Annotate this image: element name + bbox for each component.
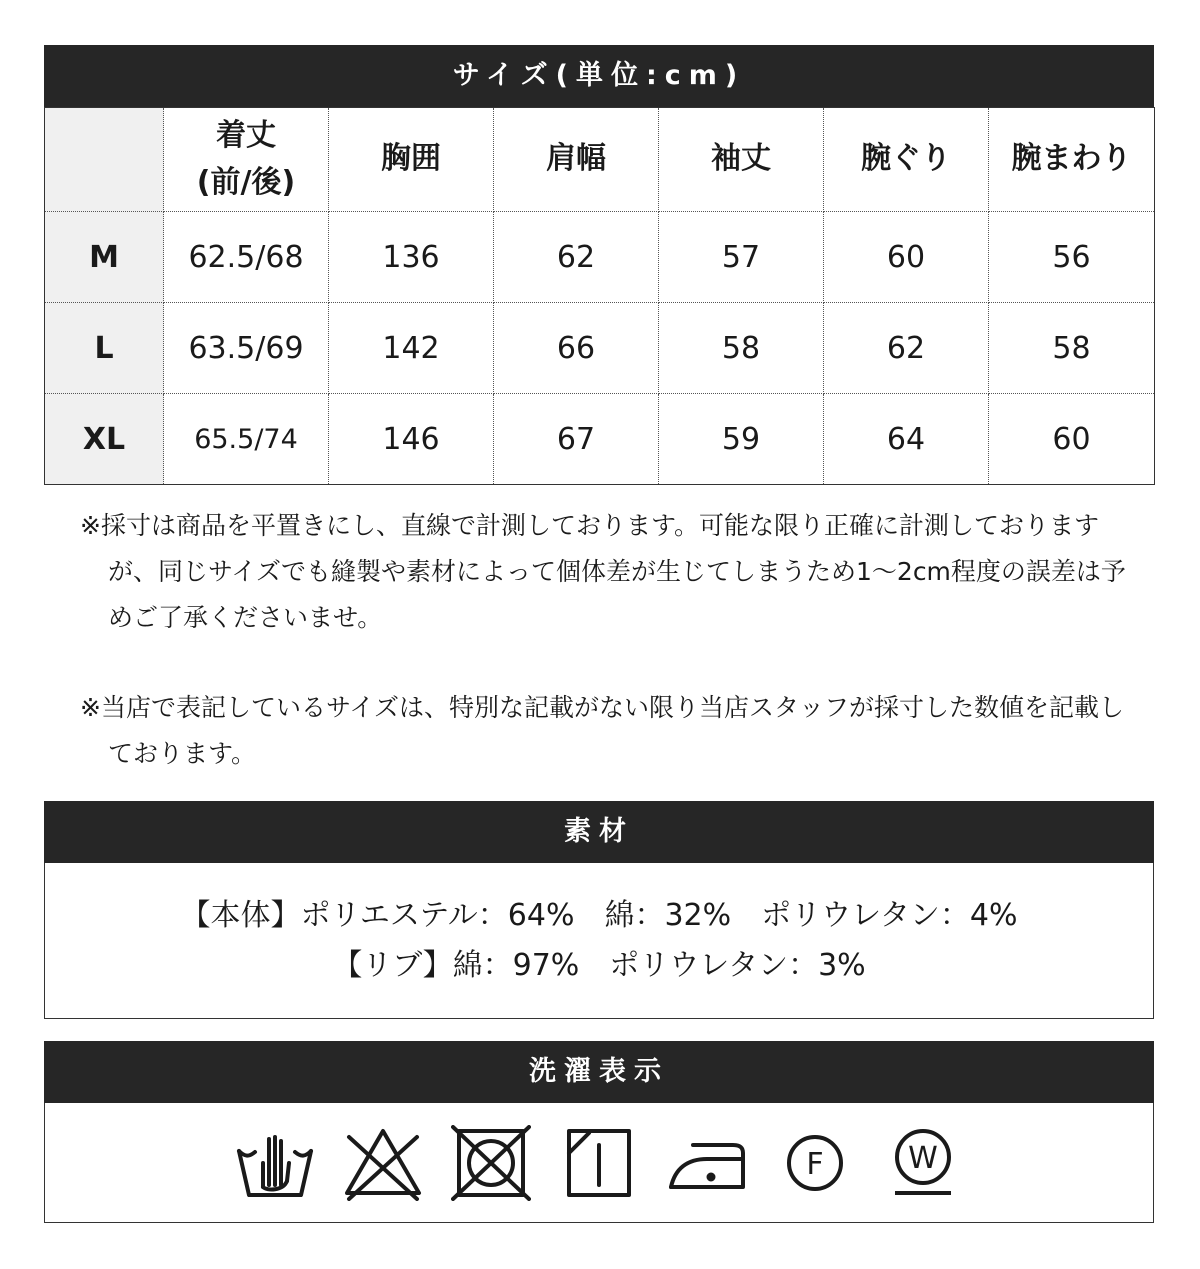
- header-chest: 胸囲: [329, 108, 494, 212]
- table-cell: 142: [329, 303, 494, 394]
- note-text-1: ※採寸は商品を平置きにし、直線で計測しております。可能な限り正確に計測しておりますが、同じサイズでも縫製や素材によって個体差が生じてしまうため1～2cm程度の誤差は予めご了承くださいませ。: [80, 511, 1126, 632]
- header-sleeve: 袖丈: [659, 108, 824, 212]
- table-cell: 62.5/68: [164, 212, 329, 303]
- size-label: M: [45, 212, 164, 303]
- table-cell: 67: [494, 394, 659, 485]
- table-cell: 56: [989, 212, 1155, 303]
- header-shoulder: 肩幅: [494, 108, 659, 212]
- wet-clean-letter: W: [908, 1140, 938, 1176]
- table-cell: 62: [824, 303, 989, 394]
- table-cell: 136: [329, 212, 494, 303]
- wash-title: 洗濯表示: [44, 1041, 1154, 1103]
- table-cell: 62: [494, 212, 659, 303]
- table-cell: 146: [329, 394, 494, 485]
- size-label: XL: [45, 394, 164, 485]
- material-section: [44, 801, 1154, 1019]
- table-cell: 60: [989, 394, 1155, 485]
- header-length: 着丈 (前/後): [164, 108, 329, 212]
- table-corner-cell: [45, 108, 164, 212]
- table-cell: 57: [659, 212, 824, 303]
- dry-clean-f-icon: [775, 1125, 855, 1201]
- no-bleach-icon: [343, 1125, 423, 1201]
- table-header-row: [45, 108, 1155, 212]
- wet-clean-w-icon: [883, 1125, 963, 1201]
- size-section: [44, 45, 1154, 485]
- table-row: [45, 303, 1155, 394]
- line-dry-shade-icon: [559, 1125, 639, 1201]
- no-tumble-dry-icon: [451, 1125, 531, 1201]
- table-cell: 65.5/74: [164, 394, 329, 485]
- wash-section: [44, 1041, 1154, 1223]
- size-title: サイズ(単位:cm): [44, 45, 1154, 107]
- note-text-2: ※当店で表記しているサイズは、特別な記載がない限り当店スタッフが採寸した数値を記載しております。: [80, 693, 1124, 768]
- material-body-line: 【本体】ポリエステル：64% 綿：32% ポリウレタン：4%: [180, 897, 1018, 933]
- table-cell: 64: [824, 394, 989, 485]
- table-row: [45, 394, 1155, 485]
- material-body: [44, 863, 1154, 1019]
- table-cell: 58: [989, 303, 1155, 394]
- table-cell: 66: [494, 303, 659, 394]
- table-row: [45, 212, 1155, 303]
- table-cell: 63.5/69: [164, 303, 329, 394]
- wash-icons-row: [44, 1103, 1154, 1223]
- table-cell: 58: [659, 303, 824, 394]
- size-note: [80, 685, 1140, 777]
- measurement-note: [80, 503, 1140, 641]
- material-title: 素材: [44, 801, 1154, 863]
- size-table: [44, 107, 1155, 485]
- table-cell: 60: [824, 212, 989, 303]
- size-label: L: [45, 303, 164, 394]
- dry-clean-letter: F: [806, 1146, 824, 1182]
- material-rib-line: 【リブ】綿：97% ポリウレタン：3%: [332, 947, 866, 983]
- header-armhole: 腕ぐり: [824, 108, 989, 212]
- header-arm-circumference: 腕まわり: [989, 108, 1155, 212]
- table-cell: 59: [659, 394, 824, 485]
- iron-low-icon: [667, 1125, 747, 1201]
- hand-wash-icon: [235, 1125, 315, 1201]
